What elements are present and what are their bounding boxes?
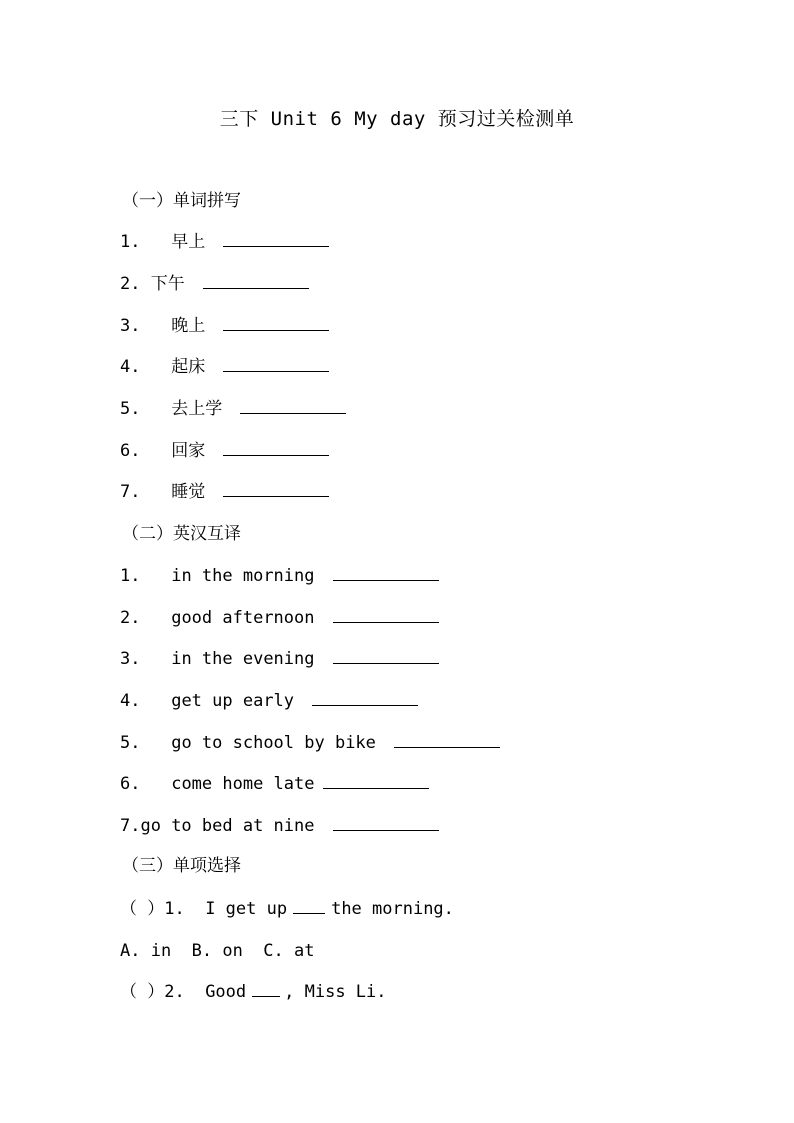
list-item (120, 773, 429, 795)
list-item (120, 398, 346, 420)
item-text: 回家 (171, 441, 206, 461)
answer-blank[interactable] (333, 649, 439, 664)
item-number: 4. (120, 691, 161, 711)
item-text: in the morning (171, 566, 315, 586)
list-item (120, 732, 500, 754)
question-2 (120, 981, 387, 1003)
answer-blank[interactable] (223, 232, 329, 247)
item-number: 3. (120, 316, 161, 336)
section-heading-spelling: （一）单词拼写 (122, 191, 241, 211)
answer-blank[interactable] (333, 816, 439, 831)
item-text: go to school by bike (171, 733, 376, 753)
answer-blank[interactable] (203, 274, 309, 289)
item-text: go to bed at nine (140, 816, 315, 836)
answer-blank[interactable] (223, 482, 329, 497)
answer-blank[interactable] (240, 399, 346, 414)
item-number: 2. (120, 274, 151, 294)
answer-blank[interactable] (252, 982, 280, 997)
list-item (120, 565, 439, 587)
item-number: 1. (120, 566, 161, 586)
question-1 (120, 898, 454, 920)
list-item (120, 690, 418, 712)
item-number: 5. (120, 733, 161, 753)
question-text-before: I get up (205, 899, 288, 919)
item-number: 5. (120, 399, 161, 419)
item-text: 早上 (171, 232, 206, 252)
question-paren: （ ）1. (120, 899, 206, 919)
question-1-options: A. in B. on C. at (120, 941, 315, 961)
item-number: 3. (120, 649, 161, 669)
list-item (120, 648, 439, 670)
answer-blank[interactable] (223, 357, 329, 372)
section-heading-choice: （三）单项选择 (122, 856, 241, 876)
list-item (120, 315, 329, 337)
item-number: 2. (120, 608, 161, 628)
item-number: 7. (120, 816, 141, 836)
item-number: 7. (120, 482, 161, 502)
list-item (120, 356, 329, 378)
item-text: get up early (171, 691, 295, 711)
item-number: 6. (120, 774, 161, 794)
question-text-after: , Miss Li. (284, 982, 387, 1002)
item-text: 晚上 (171, 316, 206, 336)
list-item (120, 440, 329, 462)
item-number: 4. (120, 357, 161, 377)
item-text: in the evening (171, 649, 315, 669)
answer-blank[interactable] (312, 691, 418, 706)
answer-blank[interactable] (333, 608, 439, 623)
answer-blank[interactable] (293, 899, 325, 914)
item-text: 下午 (150, 274, 185, 294)
list-item (120, 231, 329, 253)
item-text: 起床 (171, 357, 206, 377)
list-item (120, 607, 439, 629)
list-item (120, 481, 329, 503)
question-text-after: the morning. (331, 899, 454, 919)
question-paren: （ ）2. (120, 982, 206, 1002)
item-text: 睡觉 (171, 482, 206, 502)
list-item (120, 815, 439, 837)
item-number: 1. (120, 232, 161, 252)
section-heading-translation: （二）英汉互译 (122, 524, 241, 544)
answer-blank[interactable] (394, 733, 500, 748)
answer-blank[interactable] (333, 566, 439, 581)
list-item (120, 273, 309, 295)
answer-blank[interactable] (323, 774, 429, 789)
item-number: 6. (120, 441, 161, 461)
item-text: 去上学 (171, 399, 223, 419)
answer-blank[interactable] (223, 441, 329, 456)
item-text: good afternoon (171, 608, 315, 628)
question-text-before: Good (205, 982, 247, 1002)
page-title: 三下 Unit 6 My day 预习过关检测单 (219, 108, 575, 130)
answer-blank[interactable] (223, 316, 329, 331)
item-text: come home late (171, 774, 315, 794)
